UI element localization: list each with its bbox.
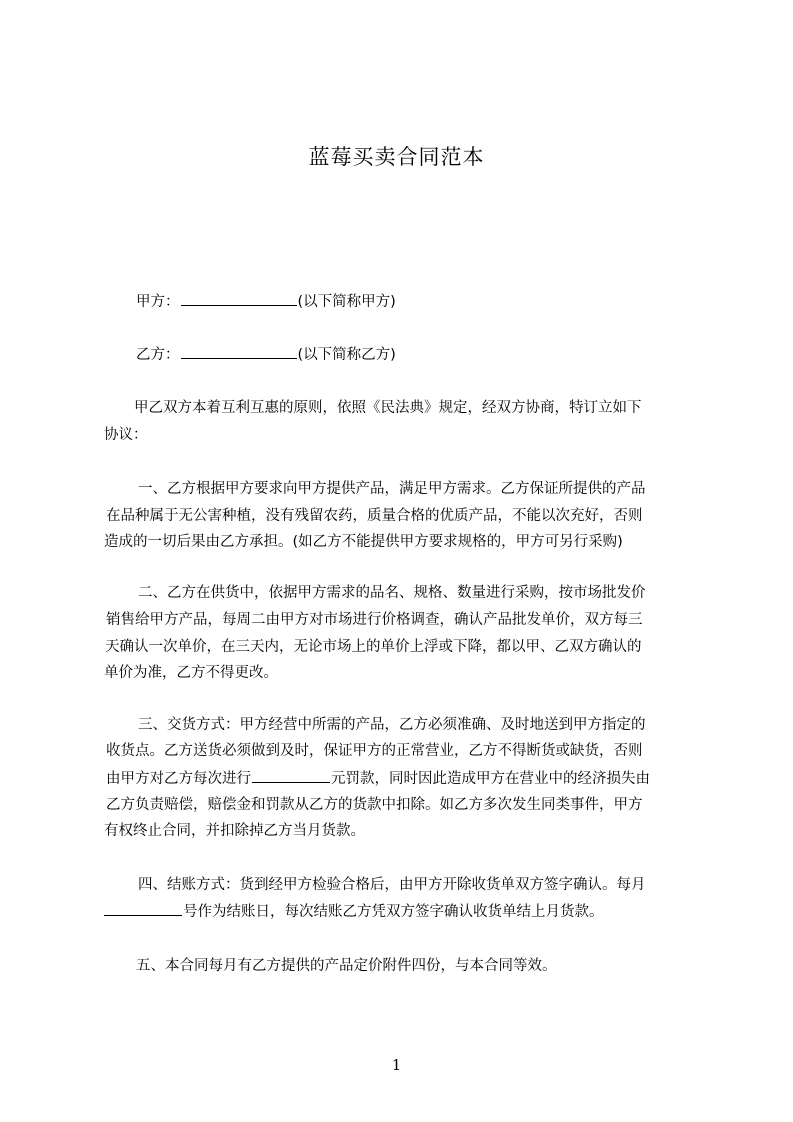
party-b-suffix: (以下简称乙方) (297, 347, 396, 363)
clause-4-line-2-suffix: 号作为结账日，每次结账乙方凭双方签字确认收货单结上月货款。 (183, 904, 604, 920)
clause-3-line-3-suffix: 元罚款，同时因此造成甲方在营业中的经济损失由 (331, 771, 650, 787)
penalty-amount-blank (252, 767, 330, 783)
page-title: 蓝莓买卖合同范本 (308, 145, 485, 169)
clause-4-line-2 (104, 900, 704, 923)
clause-1-line-1: 一、乙方根据甲方要求向甲方提供产品，满足甲方需求。乙方保证所提供的产品 (138, 481, 646, 497)
preamble-line-2: 协议： (104, 427, 148, 443)
party-b-prefix: 乙方： (136, 347, 180, 363)
clause-5-line-1: 五、本合同每月有乙方提供的产品定价附件四份，与本合同等效。 (136, 958, 557, 974)
clause-3-line-5: 有权终止合同，并扣除掉乙方当月货款。 (104, 823, 365, 839)
party-b-blank (181, 343, 297, 359)
party-a-suffix: (以下简称甲方) (297, 294, 396, 310)
clause-3-line-4: 乙方负责赔偿，赔偿金和罚款从乙方的货款中扣除。如乙方多次发生同类事件，甲方 (106, 797, 643, 813)
clause-1-line-3: 造成的一切后果由乙方承担。(如乙方不能提供甲方要求规格的，甲方可另行采购) (104, 534, 623, 550)
clause-3-line-3-prefix: 由甲方对乙方每次进行 (106, 771, 251, 787)
clause-2-line-4: 单价为准，乙方不得更改。 (104, 665, 278, 681)
clause-2-line-2: 销售给甲方产品，每周二由甲方对市场进行价格调查，确认产品批发单价，双方每三 (106, 612, 643, 628)
clause-2-line-3: 天确认一次单价，在三天内，无论市场上的单价上浮或下降，都以甲、乙双方确认的 (105, 639, 642, 655)
party-a-prefix: 甲方： (136, 294, 180, 310)
party-b-line (136, 343, 736, 366)
party-a-blank (181, 290, 297, 306)
clause-2-line-1: 二、乙方在供货中，依据甲方需求的品名、规格、数量进行采购，按市场批发价 (138, 585, 646, 601)
page-number: 1 (391, 1056, 402, 1074)
clause-1-line-2: 在品种属于无公害种植，没有残留农药，质量合格的优质产品，不能以次充好，否则 (106, 508, 643, 524)
clause-3-line-3 (106, 767, 706, 790)
settlement-day-blank (104, 900, 182, 916)
preamble-line-1: 甲乙双方本着互利互惠的原则，依照《民法典》规定，经双方协商，特订立如下 (134, 400, 642, 416)
clause-4-line-1: 四、结账方式：货到经甲方检验合格后，由甲方开除收货单双方签字确认。每月 (138, 877, 646, 893)
clause-3-line-2: 收货点。乙方送货必须做到及时，保证甲方的正常营业，乙方不得断货或缺货，否则 (106, 743, 643, 759)
clause-3-line-1: 三、交货方式：甲方经营中所需的产品，乙方必须准确、及时地送到甲方指定的 (138, 717, 646, 733)
party-a-line (136, 290, 736, 313)
